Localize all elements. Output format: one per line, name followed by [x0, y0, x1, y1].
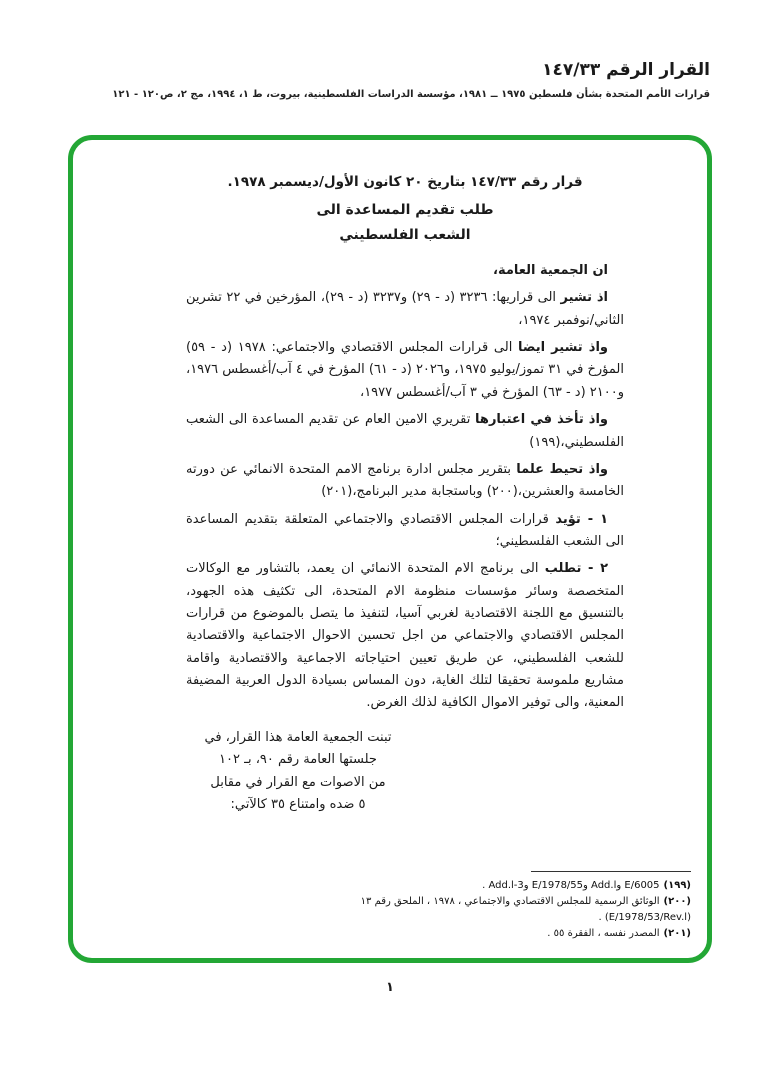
- page-number: ١: [386, 980, 394, 995]
- footnote-separator-rule: [531, 871, 691, 872]
- paragraph-rest: قرارات المجلس الاقتصادي والاجتماعي المتعلقة بتقديم المساعدة الى الشعب الفلسطيني؛: [186, 511, 624, 549]
- paragraph-rest: الى برنامج الام المتحدة الانمائي ان يعمد، بالتشاور مع الوكالات المتخصصة وسائر مؤسسات منظومة الام المتحدة، الى تكثيف هذه الجهود، بالتنسيق مع اللجنة الاقتصادية لغربي آسيا، لتنفيذ ما يتصل بالموضوع من قرارات المجلس الاقتصادي والاجتماعي من اجل تحسين الاحوال الاجتماعية والاقتصادية للشعب الفلسطيني، عن طريق تعيين احتياجاته الاجماعية والاقتصادية واقامة مشاريع ملموسة تحقيقا لتلك الغاية، دون المساس بسيادة الدول العربية المضيفة المعنية، والى توفير الاموال الكافية لذلك الغرض.: [186, 561, 624, 711]
- paragraph-taking-note: [186, 459, 624, 504]
- header-source-citation: قرارات الأمم المتحدة بشأن فلسطين ١٩٧٥ ــ ١٩٨١، مؤسسة الدراسات الفلسطينية، بيروت، ط ١، ١٩٩٤، مج ٢، ص١٢٠ - ١٢١: [112, 89, 710, 100]
- paragraph-lead: واذ تأخذ في اعتبارها: [475, 412, 608, 428]
- resolution-subtitle-line-2: الشعب الفلسطيني: [339, 227, 471, 243]
- footnote-199: [346, 878, 691, 894]
- footnotes-section: [346, 871, 691, 942]
- paragraph-preamble-opening: [186, 260, 624, 282]
- paragraph-lead: واذ تشير ايضا: [518, 340, 609, 356]
- paragraph-rest: الى قراريها: ٣٢٣٦ (د - ٢٩) و٣٢٣٧ (د - ٢٩)، المؤرخين في ٢٢ تشرين الثاني/نوفمبر ١٩٧٤،: [186, 290, 624, 328]
- footnote-number: (١٩٩): [663, 880, 691, 891]
- adoption-note-line: جلستها العامة رقم ٩٠، بـ ١٠٢: [219, 752, 377, 768]
- paragraph-lead: ان الجمعية العامة،: [493, 263, 608, 278]
- paragraph-lead: اذ تشير: [560, 290, 608, 306]
- footnote-200: [346, 894, 691, 926]
- footnote-number: (٢٠٠): [663, 896, 691, 907]
- paragraph-recalling-ecosoc: [186, 337, 624, 404]
- footnote-text: المصدر نفسه ، الفقرة ٥٥ .: [547, 928, 660, 939]
- adoption-note: [200, 727, 396, 816]
- adoption-note-line: من الاصوات مع القرار في مقابل: [210, 774, 386, 790]
- footnote-text: الوثائق الرسمية للمجلس الاقتصادي والاجتماعي ، ١٩٧٨ ، الملحق رقم ١٣ (E/1978/53/Rev.l) .: [360, 896, 691, 923]
- paragraph-taking-into-account: [186, 409, 624, 454]
- footnote-text: E/6005 وAdd.l وE/1978/55 وAdd.l-3 .: [482, 880, 660, 891]
- paragraph-rest: تقريري الامين العام عن تقديم المساعدة الى الشعب الفلسطيني،(١٩٩): [186, 412, 624, 450]
- paragraph-lead: ١ - تؤيد: [555, 511, 608, 527]
- document-heading: [186, 170, 624, 248]
- paragraph-operative-2: [186, 558, 624, 715]
- paragraph-lead: واذ تحيط علما: [516, 461, 608, 477]
- adoption-note-line: ٥ ضده وامتناع ٣٥ كالآتي:: [230, 796, 366, 812]
- resolution-subtitle-line-1: طلب تقديم المساعدة الى: [316, 202, 494, 218]
- paragraph-rest: الى قرارات المجلس الاقتصادي والاجتماعي: ١٩٧٨ (د - ٥٩) المؤرخ في ٣١ تموز/يوليو ١٩٧٥، و٢٠٢٦ (د - ٦١) المؤرخ في ٤ آب/أغسطس ١٩٧٦، و٢١٠٠ (د - ٦٣) المؤرخ في ٣ آب/أغسطس ١٩٧٧،: [186, 340, 624, 400]
- paragraph-rest: بتقرير مجلس ادارة برنامج الامم المتحدة الانمائي عن دورته الخامسة والعشرين،(٢٠٠) وباستجابة مدير البرنامج،(٢٠١): [186, 461, 624, 500]
- adoption-note-line: تبنت الجمعية العامة هذا القرار، في: [204, 729, 392, 745]
- header-resolution-number: القرار الرقم ١٤٧/٣٣: [542, 60, 710, 80]
- page-header: [63, 60, 710, 100]
- document-frame: [68, 135, 712, 963]
- resolution-title-line: قرار رقم ١٤٧/٣٣ بتاريخ ٢٠ كانون الأول/ديسمبر ١٩٧٨.: [227, 174, 583, 190]
- footnote-number: (٢٠١): [663, 928, 691, 939]
- paragraph-operative-1: [186, 509, 624, 554]
- paragraph-lead: ٢ - تطلب: [544, 561, 609, 577]
- paragraph-recalling-resolutions: [186, 287, 624, 332]
- footnote-201: [346, 926, 691, 942]
- document-body: [73, 140, 707, 846]
